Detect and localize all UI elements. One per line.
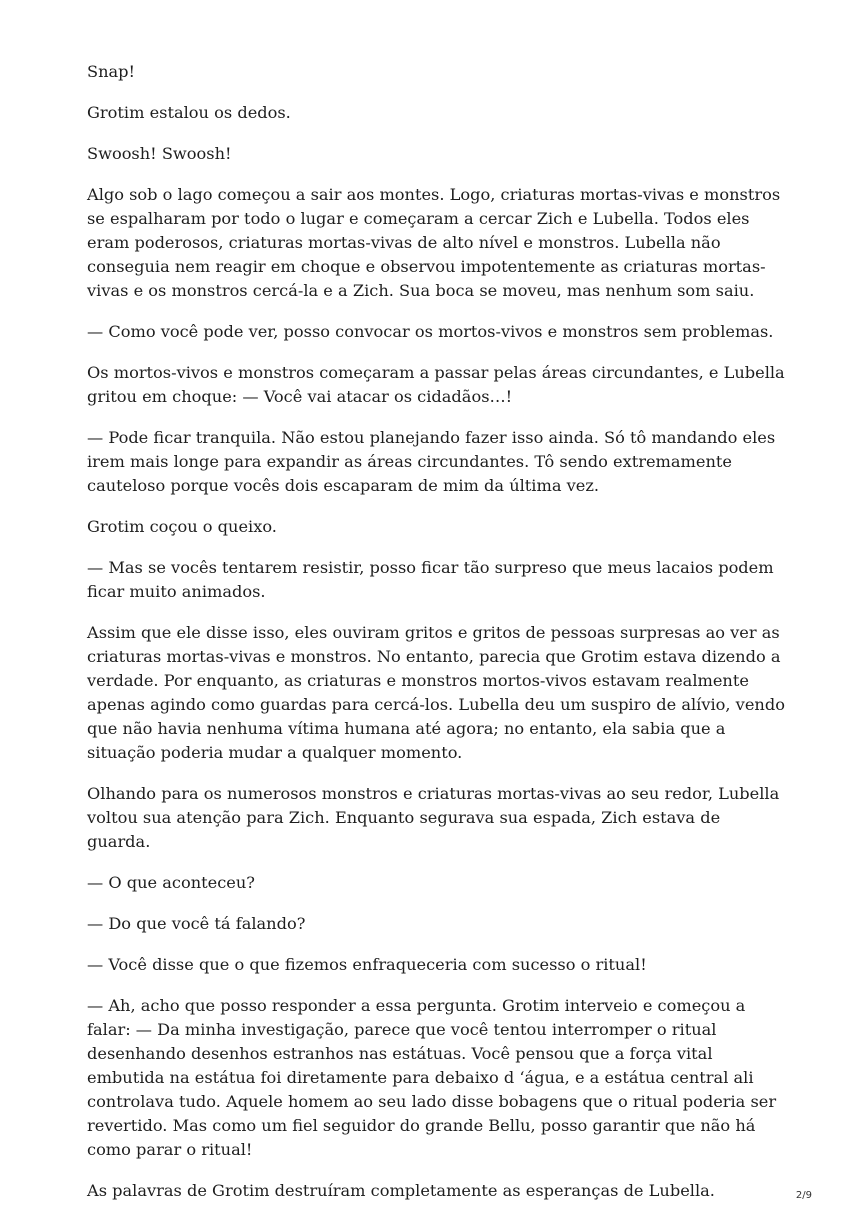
paragraph: — Mas se vocês tentarem resistir, posso ficar tão surpreso que meus lacaios podem ficar muito animados. bbox=[87, 558, 774, 601]
paragraph: Olhando para os numerosos monstros e criaturas mortas-vivas ao seu redor, Lubella voltou sua atenção para Zich. Enquanto segurava sua espada, Zich estava de guarda. bbox=[87, 784, 780, 851]
paragraph: Grotim estalou os dedos. bbox=[87, 103, 291, 122]
paragraph: Os mortos-vivos e monstros começaram a passar pelas áreas circundantes, e Lubella gritou em choque: — Você vai atacar os cidadãos…! bbox=[87, 363, 785, 406]
paragraph: — Pode ficar tranquila. Não estou planejando fazer isso ainda. Só tô mandando eles irem mais longe para expandir as áreas circundantes. Tô sendo extremamente cauteloso porque vocês dois escaparam de mim da última vez. bbox=[87, 428, 776, 495]
paragraph: — O que aconteceu? bbox=[87, 873, 255, 892]
paragraph: Algo sob o lago começou a sair aos montes. Logo, criaturas mortas-vivas e monstros se espalharam por todo o lugar e começaram a cercar Zich e Lubella. Todos eles eram poderosos, criaturas mortas-vivas de alto nível e monstros. Lubella não conseguia nem reagir em choque e observou impotentemente as criaturas mortas-vivas e os monstros cercá-la e a Zich. Sua boca se moveu, mas nenhum som saiu. bbox=[87, 185, 781, 300]
paragraph: Snap! bbox=[87, 62, 136, 81]
paragraph: Swoosh! Swoosh! bbox=[87, 144, 232, 163]
paragraph: Grotim coçou o queixo. bbox=[87, 517, 277, 536]
paragraph: — Você disse que o que fizemos enfraqueceria com sucesso o ritual! bbox=[87, 955, 647, 974]
page-number: 2/9 bbox=[795, 1190, 812, 1201]
document-body bbox=[87, 60, 787, 1220]
paragraph: — Como você pode ver, posso convocar os mortos-vivos e monstros sem problemas. bbox=[87, 322, 774, 341]
paragraph: — Do que você tá falando? bbox=[87, 914, 306, 933]
paragraph: — Ah, acho que posso responder a essa pergunta. Grotim interveio e começou a falar: — Da minha investigação, parece que você tentou interromper o ritual desenhando desenhos estranhos nas estátuas. Você pensou que a força vital embutida na estátua foi diretamente para debaixo d ‘água, e a estátua central ali controlava tudo. Aquele homem ao seu lado disse bobagens que o ritual poderia ser revertido. Mas como um fiel seguidor do grande Bellu, posso garantir que não há como parar o ritual! bbox=[87, 996, 777, 1159]
paragraph: Assim que ele disse isso, eles ouviram gritos e gritos de pessoas surpresas ao ver as criaturas mortas-vivas e monstros. No entanto, parecia que Grotim estava dizendo a verdade. Por enquanto, as criaturas e monstros mortos-vivos estavam realmente apenas agindo como guardas para cercá-los. Lubella deu um suspiro de alívio, vendo que não havia nenhuma vítima humana até agora; no entanto, ela sabia que a situação poderia mudar a qualquer momento. bbox=[87, 623, 785, 762]
paragraph: As palavras de Grotim destruíram completamente as esperanças de Lubella. bbox=[87, 1181, 715, 1200]
